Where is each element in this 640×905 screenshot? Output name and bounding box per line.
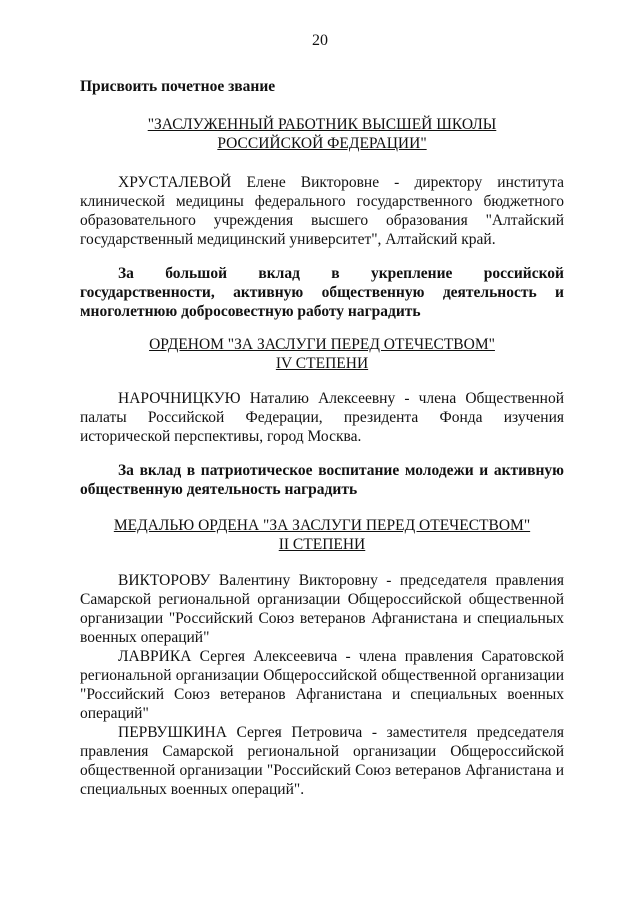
decree-text-2: За большой вклад в укрепление российской государственности, активную общественную деятельность и многолетнюю добросовестную работу наградить: [80, 265, 564, 320]
award-title-1-line2: РОССИЙСКОЙ ФЕДЕРАЦИИ": [217, 135, 427, 152]
award-title-1: [80, 115, 564, 153]
award-recipient-3-2: ЛАВРИКА Сергея Алексеевича - члена правления Саратовской региональной организации Общероссийской общественной организации "Российский Союз ветеранов Афганистана и специальных военных операций": [80, 648, 564, 722]
decree-text-3: За вклад в патриотическое воспитание молодежи и активную общественную деятельность наградить: [80, 462, 564, 498]
award-title-2-line2: IV СТЕПЕНИ: [275, 355, 369, 372]
award-recipient-3-3: ПЕРВУШКИНА Сергея Петровича - заместителя председателя правления Самарской региональной организации Общероссийской общественной организации "Российский Союз ветеранов Афганистана и специальных военных операций".: [80, 724, 564, 798]
award-title-3: [80, 516, 564, 554]
intro-text: Присвоить почетное звание: [80, 78, 276, 95]
award-recipients-3: [80, 571, 564, 799]
award-title-3-line2: II СТЕПЕНИ: [278, 536, 366, 553]
award-title-3-line1: МЕДАЛЬЮ ОРДЕНА "ЗА ЗАСЛУГИ ПЕРЕД ОТЕЧЕСТВОМ": [113, 517, 531, 534]
award-title-2: [80, 335, 564, 373]
award-recipient-2: НАРОЧНИЦКУЮ Наталию Алексеевну - члена Общественной палаты Российской Федерации, президента Фонда изучения исторической перспективы, город Москва.: [80, 390, 564, 445]
award-recipient-1: ХРУСТАЛЕВОЙ Елене Викторовне - директору института клинической медицины федерального государственного бюджетного образовательного учреждения высшего образования "Алтайский государственный медицинский университет", Алтайский край.: [80, 174, 564, 248]
page-number: 20: [312, 32, 328, 49]
award-title-2-line1: ОРДЕНОМ "ЗА ЗАСЛУГИ ПЕРЕД ОТЕЧЕСТВОМ": [149, 336, 495, 353]
award-title-1-line1: "ЗАСЛУЖЕННЫЙ РАБОТНИК ВЫСШЕЙ ШКОЛЫ: [147, 116, 497, 133]
award-recipient-3-1: ВИКТОРОВУ Валентину Викторовну - председателя правления Самарской региональной организации Общероссийской общественной организации "Российский Союз ветеранов Афганистана и специальных военных операций": [80, 572, 564, 646]
